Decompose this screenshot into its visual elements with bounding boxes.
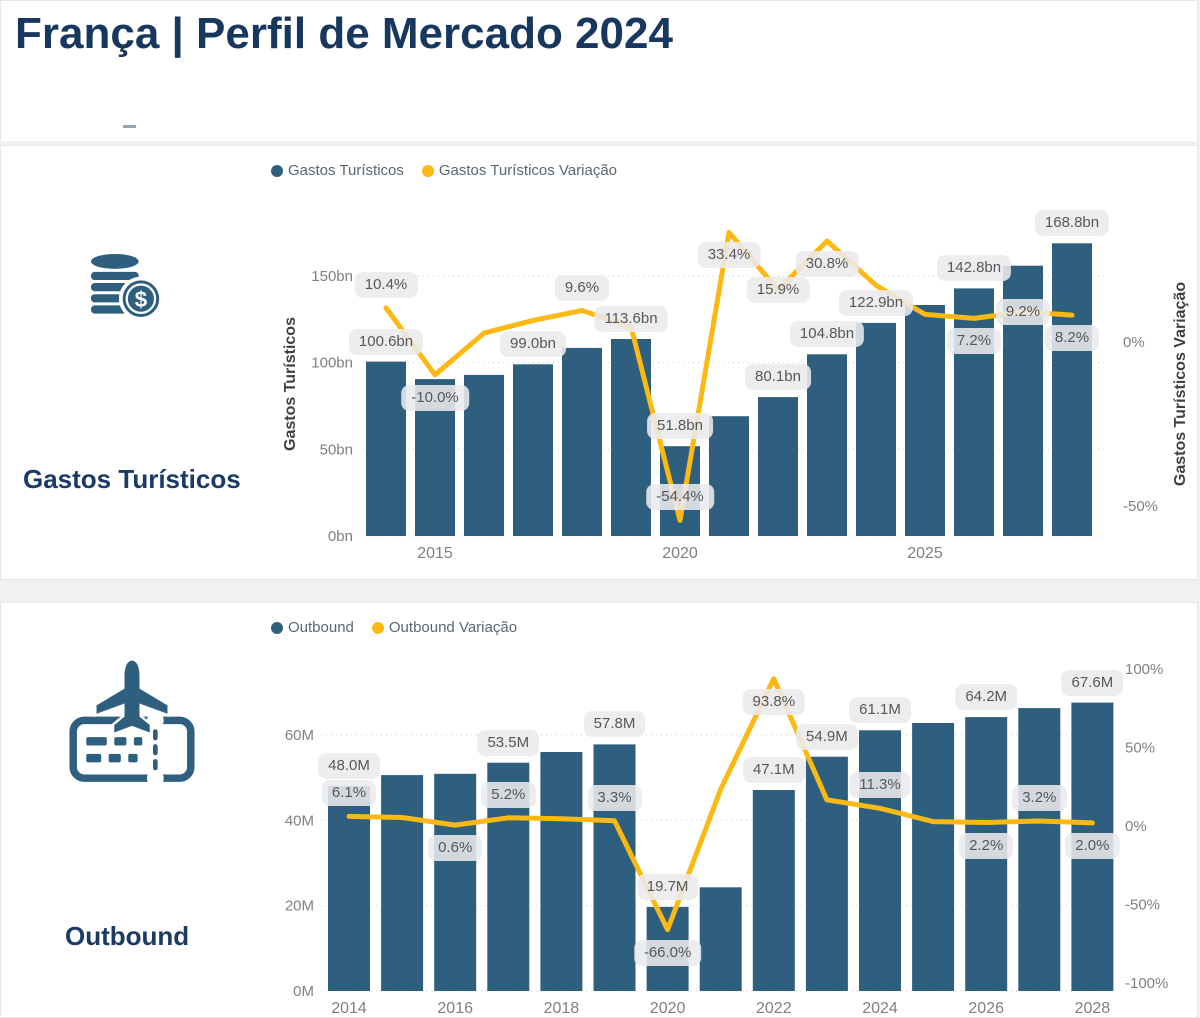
bar-2014[interactable] — [366, 362, 406, 536]
secondary-axis-tick: 50% — [1125, 739, 1156, 757]
data-label-pill: 5.2% — [481, 782, 535, 808]
bar-2027[interactable] — [1018, 708, 1060, 991]
data-label-pill: 64.2M — [955, 684, 1017, 710]
svg-text:$: $ — [134, 286, 148, 312]
bar-2026[interactable] — [954, 288, 994, 536]
bar-2023[interactable] — [807, 354, 847, 536]
data-label-pill: 142.8bn — [937, 255, 1011, 281]
bar-2025[interactable] — [905, 305, 945, 536]
bar-2028[interactable] — [1052, 243, 1092, 536]
y-axis-tick: 40M — [284, 812, 314, 830]
header-card — [0, 0, 1198, 141]
y-axis-tick: 100bn — [311, 354, 353, 372]
gastos-y-axis-title: Gastos Turísticos — [282, 317, 299, 451]
bar-2021[interactable] — [709, 416, 749, 536]
data-label-pill: 168.8bn — [1035, 210, 1109, 236]
data-label-pill: 54.9M — [796, 724, 858, 750]
data-label-pill: 10.4% — [355, 272, 418, 298]
data-label-pill: 0.6% — [428, 835, 482, 861]
data-label-pill: 7.2% — [947, 328, 1001, 354]
bar-2018[interactable] — [540, 752, 582, 991]
x-axis-tick: 2026 — [968, 1000, 1004, 1017]
data-label-pill: 30.8% — [796, 251, 859, 277]
data-label-pill: 51.8bn — [647, 413, 713, 439]
legend-label: Outbound — [288, 619, 354, 636]
secondary-axis-tick: -100% — [1125, 975, 1169, 992]
y-axis-tick: 60M — [284, 726, 314, 744]
outbound-card — [0, 602, 1198, 1018]
bar-2024[interactable] — [856, 323, 896, 536]
gastos-turisticos-card — [0, 145, 1198, 580]
x-axis-tick: 2022 — [756, 1000, 792, 1017]
secondary-axis-tick: -50% — [1125, 896, 1161, 914]
data-label-pill: 122.9bn — [839, 290, 913, 316]
data-label-pill: 19.7M — [637, 874, 699, 900]
title-accent-dash — [123, 125, 136, 128]
legend-label: Gastos Turísticos — [288, 162, 404, 179]
bar-2024[interactable] — [859, 730, 901, 991]
data-label-pill: 47.1M — [743, 757, 805, 783]
gastos-chart-plot[interactable] — [1, 146, 1199, 579]
bar-2019[interactable] — [594, 744, 636, 991]
data-label-pill: 104.8bn — [790, 321, 864, 347]
data-label-pill: 3.2% — [1012, 785, 1066, 811]
y-axis-tick: 0M — [293, 983, 314, 1000]
bar-2022[interactable] — [753, 790, 795, 991]
data-label-pill: 8.2% — [1045, 325, 1099, 351]
data-label-pill: 15.9% — [747, 277, 810, 303]
data-label-pill: 99.0bn — [500, 331, 566, 357]
data-label-pill: 2.2% — [959, 833, 1013, 859]
bar-2016[interactable] — [434, 774, 476, 991]
y-axis-tick: 50bn — [319, 441, 353, 459]
secondary-axis-tick: -50% — [1123, 498, 1159, 515]
gastos-variacao-axis-title: Gastos Turísticos Variação — [1172, 281, 1189, 487]
secondary-axis-tick: 100% — [1125, 661, 1164, 678]
bar-2019[interactable] — [611, 339, 651, 536]
data-label-pill: -10.0% — [401, 385, 469, 411]
y-axis-tick: 150bn — [311, 267, 353, 285]
x-axis-tick: 2020 — [649, 1000, 686, 1017]
bar-2022[interactable] — [758, 397, 798, 536]
data-label-pill: 9.2% — [996, 299, 1050, 325]
bar-2021[interactable] — [700, 887, 742, 991]
y-axis-tick: 20M — [284, 897, 314, 915]
data-label-pill: 53.5M — [477, 730, 539, 756]
y-axis-tick: 0bn — [327, 528, 353, 545]
data-label-pill: 80.1bn — [745, 364, 811, 390]
data-label-pill: 11.3% — [849, 772, 910, 798]
bar-2016[interactable] — [464, 375, 504, 536]
data-label-pill: 33.4% — [698, 242, 761, 268]
bar-2018[interactable] — [562, 348, 602, 536]
x-axis-tick: 2024 — [862, 1000, 898, 1017]
x-axis-tick: 2015 — [417, 545, 453, 562]
data-label-pill: 9.6% — [555, 275, 609, 301]
legend-label: Gastos Turísticos Variação — [438, 162, 617, 179]
data-label-pill: 67.6M — [1062, 670, 1124, 696]
x-axis-tick: 2028 — [1074, 1000, 1111, 1017]
data-label-pill: 113.6bn — [594, 306, 667, 332]
x-axis-tick: 2018 — [543, 1000, 580, 1017]
x-axis-tick: 2016 — [437, 1000, 473, 1017]
bar-2025[interactable] — [912, 723, 954, 991]
secondary-axis-tick: 0% — [1125, 818, 1147, 835]
data-label-pill: 93.8% — [743, 689, 806, 715]
x-axis-tick: 2014 — [331, 1000, 367, 1017]
gastos-turisticos-section-label: Gastos Turísticos — [23, 464, 241, 494]
data-label-pill: 6.1% — [322, 780, 376, 806]
data-label-pill: 57.8M — [584, 711, 646, 737]
x-axis-tick: 2025 — [907, 545, 943, 562]
page-title: França | Perfil de Mercado 2024 — [15, 9, 673, 58]
data-label-pill: 2.0% — [1065, 833, 1119, 859]
bar-2017[interactable] — [513, 364, 553, 536]
data-label-pill: 61.1M — [849, 697, 911, 723]
outbound-section-label: Outbound — [65, 921, 190, 951]
bar-2023[interactable] — [806, 757, 848, 991]
data-label-pill: 3.3% — [587, 785, 641, 811]
data-label-pill: -54.4% — [646, 484, 714, 510]
secondary-axis-tick: 0% — [1123, 334, 1145, 351]
data-label-pill: 100.6bn — [349, 329, 423, 355]
data-label-pill: 48.0M — [318, 753, 380, 779]
x-axis-tick: 2020 — [662, 545, 698, 562]
data-label-pill: -66.0% — [634, 940, 702, 966]
legend-label: Outbound Variação — [388, 619, 518, 636]
bar-2015[interactable] — [381, 775, 423, 991]
